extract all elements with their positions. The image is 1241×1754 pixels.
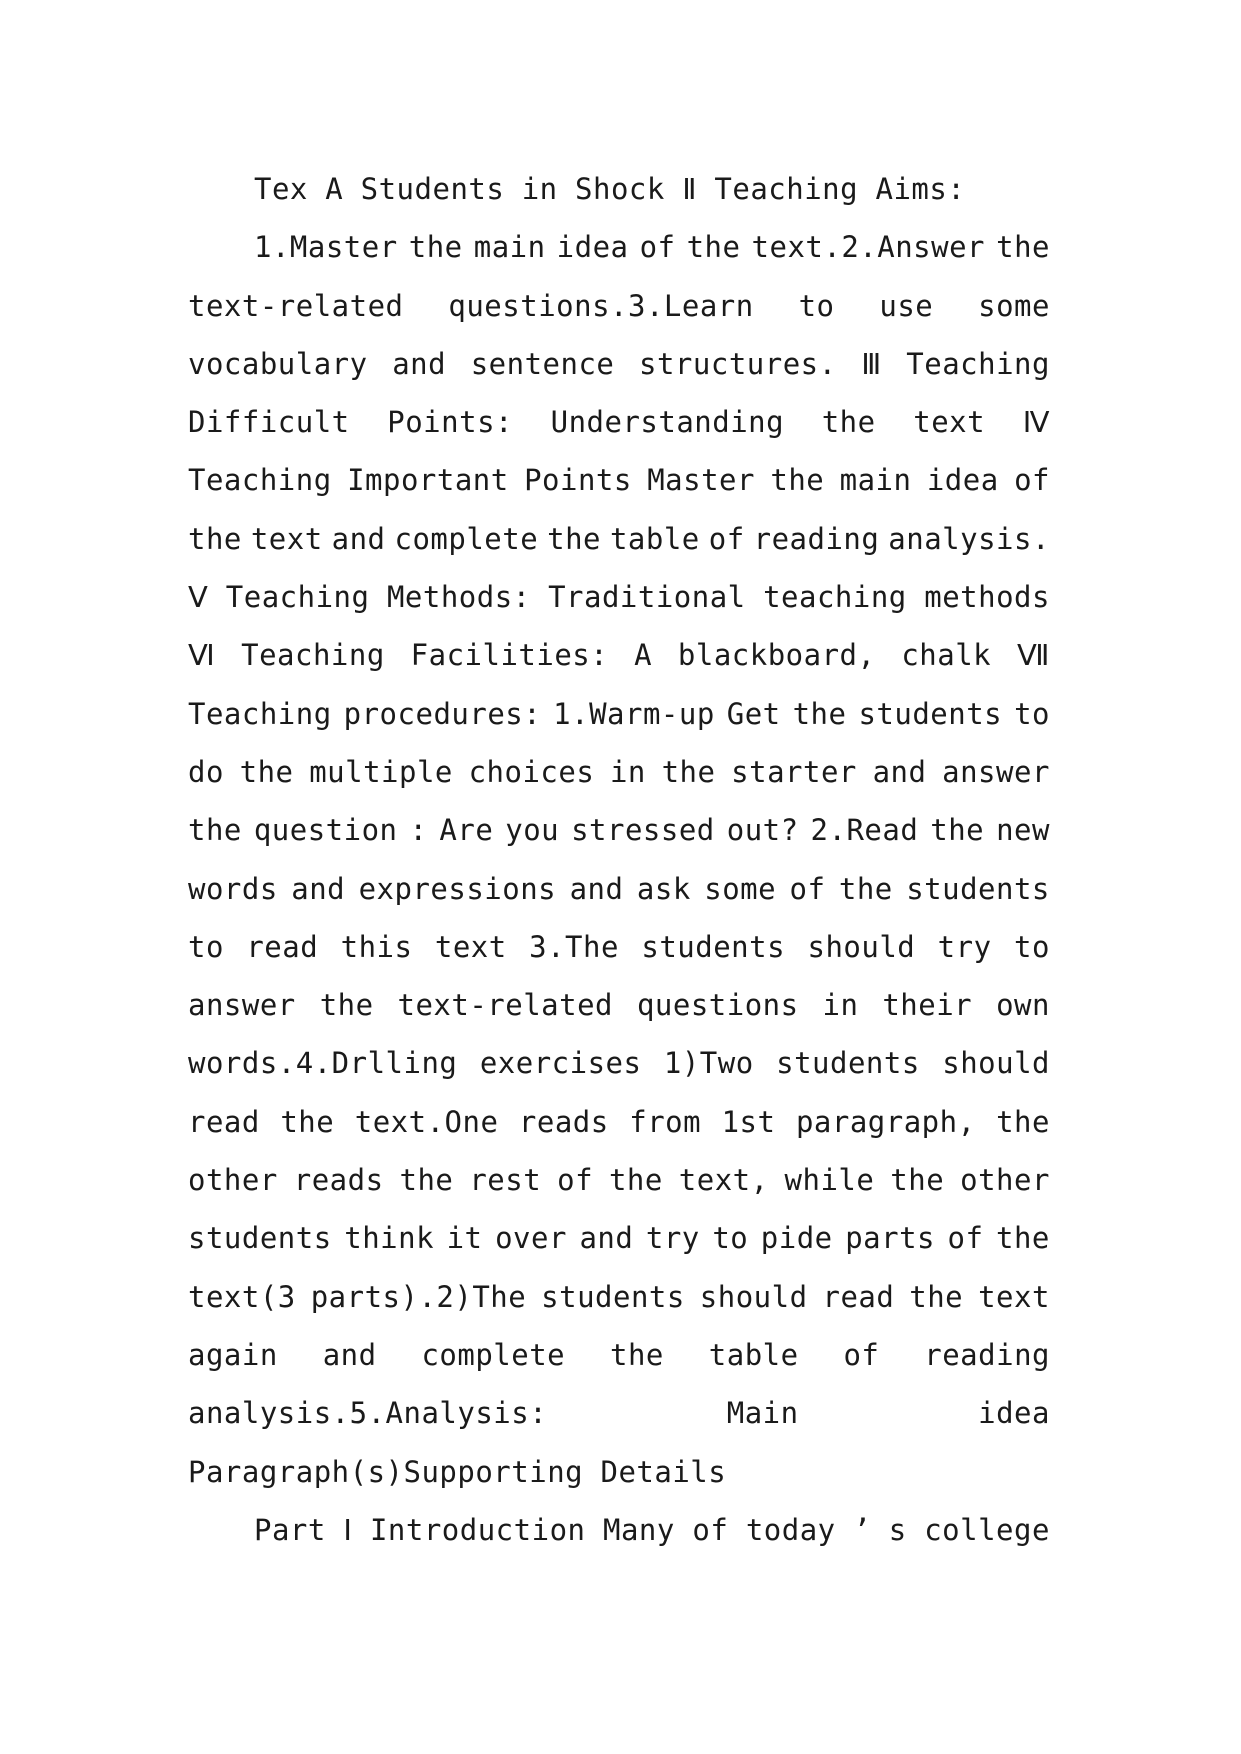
word: 1st — [721, 1104, 776, 1139]
word: reads — [518, 1104, 609, 1139]
word: the — [608, 1163, 663, 1198]
word: text — [250, 521, 323, 556]
word: Master — [647, 463, 755, 498]
word: table — [609, 521, 700, 556]
text-line — [188, 1326, 1050, 1384]
text-line — [188, 510, 1050, 568]
word: some — [704, 871, 777, 906]
text-line — [188, 1501, 1050, 1559]
word: main — [839, 463, 912, 498]
word: the — [547, 521, 602, 556]
word: Aims: — [875, 172, 966, 206]
word: Ⅶ — [1017, 638, 1050, 673]
word: and — [322, 1337, 377, 1372]
word: while — [784, 1163, 875, 1198]
word: do — [188, 754, 224, 789]
word: Teaching — [906, 346, 1050, 381]
word: of — [1014, 463, 1050, 498]
word: the — [996, 230, 1050, 265]
word: from — [629, 1104, 702, 1139]
text-line — [188, 626, 1050, 684]
word: Important — [347, 463, 509, 498]
word: of — [639, 230, 676, 265]
word: to — [712, 1221, 749, 1256]
word: students — [906, 871, 1050, 906]
word: should — [699, 1279, 808, 1314]
text-line — [188, 1268, 1050, 1326]
word: analysis.5.Analysis: — [188, 1396, 548, 1431]
word: multiple — [309, 754, 453, 789]
word: of — [708, 521, 745, 556]
word: structures. — [639, 346, 837, 381]
word: reads — [293, 1163, 384, 1198]
word: text.2.Answer — [751, 230, 986, 265]
word: s — [888, 1512, 907, 1547]
word: idea — [926, 463, 999, 498]
text-line — [188, 743, 1050, 801]
word: reading — [924, 1337, 1050, 1372]
word: out? — [726, 813, 799, 848]
text-line — [188, 451, 1050, 509]
word: and — [569, 871, 624, 906]
word: Traditional — [548, 580, 746, 615]
word: today — [745, 1512, 836, 1547]
word: starter — [731, 754, 857, 789]
word: text — [913, 405, 986, 440]
word: the — [188, 813, 242, 848]
word: Tex — [254, 172, 308, 206]
word: Understanding — [550, 405, 785, 440]
word: choices — [468, 754, 595, 789]
word: Shock — [575, 172, 665, 206]
word: Points — [524, 463, 632, 498]
word: Many — [603, 1512, 675, 1547]
word: you — [505, 813, 560, 848]
word: Are — [439, 813, 494, 848]
text-line — [188, 918, 1050, 976]
word: Main — [726, 1396, 799, 1431]
word: try — [937, 929, 992, 964]
word: A — [325, 172, 344, 206]
word: 1.Warm-up — [553, 696, 715, 731]
word: blackboard, — [677, 638, 876, 673]
word: the — [838, 871, 893, 906]
word: Teaching — [714, 172, 859, 206]
word: rest — [469, 1163, 542, 1198]
word: sentence — [470, 346, 615, 381]
word: 1)Two — [663, 1046, 754, 1081]
word: in — [521, 172, 558, 206]
word: the — [188, 521, 242, 556]
word: parts).2)The — [310, 1279, 527, 1314]
word: and — [291, 871, 346, 906]
word: Part — [254, 1512, 326, 1547]
word: try — [645, 1221, 700, 1256]
word: students — [776, 1046, 920, 1081]
word: students — [641, 929, 786, 964]
word: over — [495, 1221, 567, 1256]
word: of — [947, 1221, 984, 1256]
word: Get — [726, 696, 781, 731]
word: Points: — [387, 405, 513, 440]
word: the — [930, 813, 985, 848]
word: text-related — [188, 288, 404, 323]
word: in — [822, 988, 859, 1023]
word: stressed — [571, 813, 715, 848]
word: ’ — [853, 1512, 872, 1547]
word: should — [807, 929, 916, 964]
word: text — [978, 1279, 1050, 1314]
text-line — [188, 1209, 1050, 1267]
word: the — [239, 754, 294, 789]
text-line — [188, 1034, 1050, 1092]
text-line — [188, 860, 1050, 918]
word: expressions — [358, 871, 557, 906]
word: students — [188, 1221, 332, 1256]
word: to — [188, 929, 224, 964]
word: paragraph, — [795, 1104, 976, 1139]
word: the — [792, 696, 847, 731]
word: to — [798, 288, 835, 323]
word: the — [821, 405, 876, 440]
word: of — [557, 1163, 594, 1198]
word: exercises — [479, 1046, 642, 1081]
word: students — [858, 696, 1003, 731]
word: Teaching — [241, 638, 385, 673]
word: 1.Master — [254, 230, 398, 265]
word: students — [541, 1279, 685, 1314]
word: idea — [978, 1396, 1050, 1431]
word: idea — [556, 230, 629, 265]
word: procedures: — [343, 696, 542, 731]
text-line — [188, 335, 1050, 393]
word: complete — [421, 1337, 566, 1372]
word: text — [434, 929, 507, 964]
word: complete — [394, 521, 539, 556]
word: Teaching — [225, 580, 370, 615]
word: words.4.Drlling — [188, 1046, 458, 1081]
word: Students — [360, 172, 505, 206]
word: the — [399, 1163, 454, 1198]
word: read — [188, 1104, 260, 1139]
text-line — [188, 1384, 1050, 1442]
word: Ⅱ — [682, 172, 698, 206]
text-line — [188, 1443, 1050, 1501]
document-page — [188, 160, 1050, 1559]
word: some — [978, 288, 1050, 323]
word: college — [924, 1512, 1050, 1547]
text-line — [188, 568, 1050, 626]
word: text.One — [354, 1104, 499, 1139]
word: words — [188, 871, 278, 906]
word: text, — [678, 1163, 769, 1198]
word: the — [890, 1163, 945, 1198]
word: main — [473, 230, 546, 265]
word: pide — [760, 1221, 833, 1256]
word: the — [280, 1104, 335, 1139]
word: vocabulary — [188, 346, 368, 381]
word: it — [446, 1221, 483, 1256]
word: the — [770, 463, 825, 498]
word: the — [996, 1221, 1050, 1256]
word: in — [609, 754, 646, 789]
word: the — [610, 1337, 664, 1372]
word: text-related — [397, 988, 614, 1023]
word: 2.Read — [810, 813, 919, 848]
word: and — [872, 754, 927, 789]
word: other — [960, 1163, 1050, 1198]
word: their — [882, 988, 973, 1023]
word: answer — [188, 988, 296, 1023]
word: ask — [636, 871, 691, 906]
word: the — [408, 230, 463, 265]
text-line — [188, 277, 1050, 335]
word: the — [996, 1104, 1050, 1139]
word: new — [996, 813, 1050, 848]
word: the — [319, 988, 374, 1023]
word: and — [579, 1221, 634, 1256]
text-line — [188, 393, 1050, 451]
word: this — [340, 929, 413, 964]
word: chalk — [901, 638, 992, 673]
word: think — [344, 1221, 435, 1256]
text-line — [188, 801, 1050, 859]
word: Introduction — [369, 1512, 586, 1547]
word: answer — [942, 754, 1050, 789]
word: to — [1013, 929, 1050, 964]
word: 3.The — [529, 929, 619, 964]
word: table — [708, 1337, 799, 1372]
word: teaching — [763, 580, 907, 615]
word: Teaching — [188, 696, 332, 731]
word: Methods: — [386, 580, 531, 615]
word: Ⅵ — [188, 638, 216, 673]
word: Facilities: — [410, 638, 609, 673]
word: A — [634, 638, 653, 673]
word: Difficult — [188, 405, 350, 440]
text-line — [188, 685, 1050, 743]
word: Ⅴ — [188, 580, 209, 615]
word: and — [331, 521, 386, 556]
word: Ⅲ — [861, 346, 882, 381]
word: of — [789, 871, 826, 906]
text-line — [188, 1093, 1050, 1151]
word: of — [692, 1512, 729, 1547]
word: the — [909, 1279, 964, 1314]
word: and — [392, 346, 447, 381]
text-line — [188, 1151, 1050, 1209]
word: Paragraph(s)Supporting — [188, 1454, 584, 1489]
word: read — [246, 929, 319, 964]
word: use — [879, 288, 934, 323]
word: other — [188, 1163, 278, 1198]
text-line — [188, 160, 1050, 218]
word: should — [942, 1046, 1050, 1081]
word: analysis. — [888, 521, 1050, 556]
word: Ⅰ — [343, 1512, 353, 1547]
word: own — [996, 988, 1050, 1023]
text-line — [188, 976, 1050, 1034]
word: parts — [845, 1221, 935, 1256]
word: of — [843, 1337, 880, 1372]
text-line — [188, 218, 1050, 276]
word: the — [686, 230, 741, 265]
word: questions.3.Learn — [448, 288, 754, 323]
word: question — [253, 813, 398, 848]
word: Teaching — [188, 463, 332, 498]
word: questions — [636, 988, 799, 1023]
word: Details — [600, 1454, 727, 1489]
word: methods — [924, 580, 1050, 615]
word: the — [661, 754, 716, 789]
word: Ⅳ — [1022, 405, 1050, 440]
word: read — [822, 1279, 895, 1314]
word: again — [188, 1337, 278, 1372]
word: text(3 — [188, 1279, 296, 1314]
word: to — [1014, 696, 1050, 731]
word: : — [409, 813, 428, 848]
word: reading — [753, 521, 880, 556]
